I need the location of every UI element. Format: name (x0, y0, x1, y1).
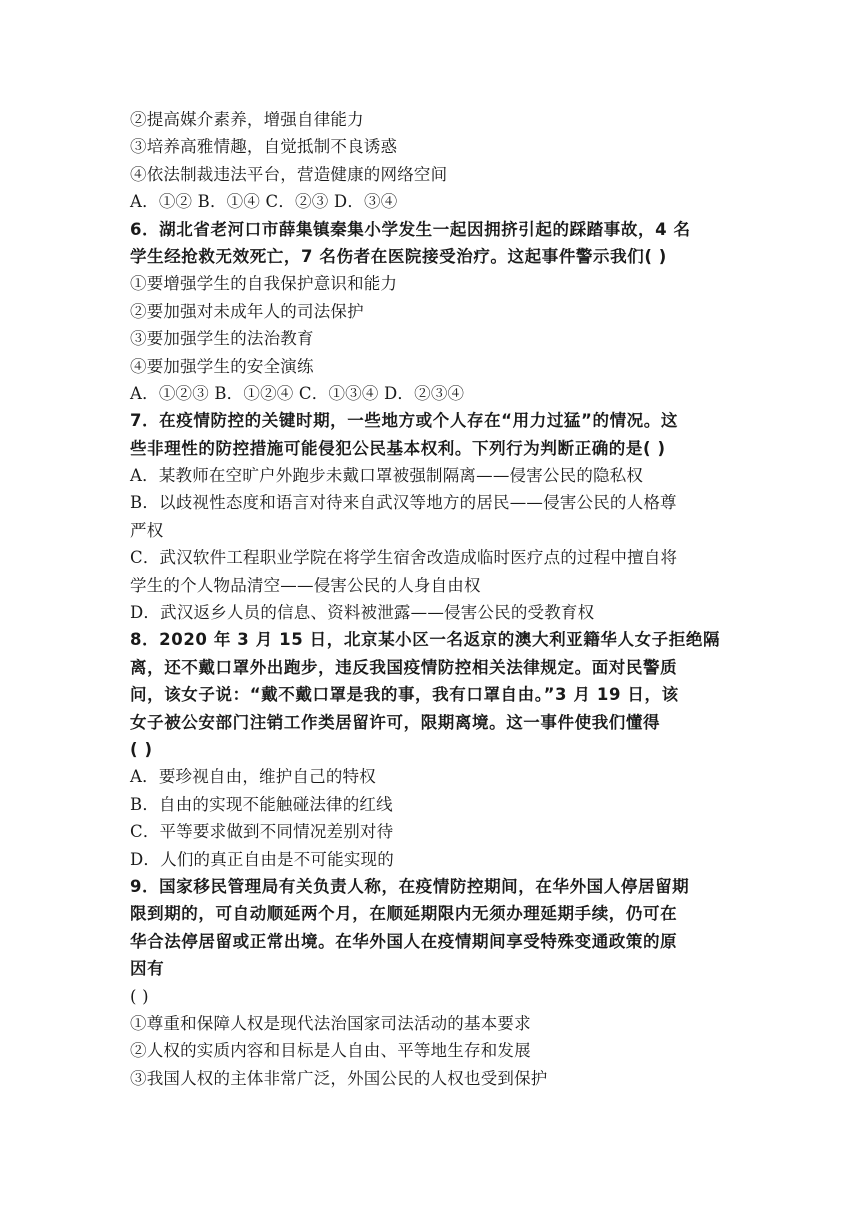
question-line: 离，还不戴口罩外出跑步，违反我国疫情防控相关法律规定。面对民警质 (130, 657, 678, 677)
text-line: ②人权的实质内容和目标是人自由、平等地生存和发展 (130, 1041, 531, 1061)
text-line: ①尊重和保障人权是现代法治国家司法活动的基本要求 (130, 1013, 531, 1033)
question-line: ( ) (130, 739, 153, 759)
question-line: 9．国家移民管理局有关负责人称，在疫情防控期间，在华外国人停居留期 (130, 876, 690, 896)
text-line: ④依法制裁违法平台，营造健康的网络空间 (130, 164, 448, 184)
question-line: 女子被公安部门注销工作类居留许可，限期离境。这一事件使我们懂得 (130, 712, 661, 732)
question-line: 限到期的，可自动顺延两个月，在顺延期限内无须办理延期手续，仍可在 (130, 904, 678, 924)
text-line: ③要加强学生的法治教育 (130, 329, 314, 349)
text-line: D．人们的真正自由是不可能实现的 (130, 849, 394, 869)
text-line: ④要加强学生的安全演练 (130, 356, 314, 376)
text-line: ②要加强对未成年人的司法保护 (130, 301, 364, 321)
text-line: ③培养高雅情趣，自觉抵制不良诱惑 (130, 137, 398, 157)
text-line: 严权 (130, 520, 164, 540)
question-line: 7．在疫情防控的关键时期，一些地方或个人存在“用力过猛”的情况。这 (130, 411, 678, 431)
question-line: 问，该女子说：“戴不戴口罩是我的事，我有口罩自由。”3 月 19 日，该 (130, 685, 679, 705)
text-line: A．要珍视自由，维护自己的特权 (130, 767, 376, 787)
text-line: D．武汉返乡人员的信息、资料被泄露——侵害公民的受教育权 (130, 603, 595, 623)
text-line: ③我国人权的主体非常广泛，外国公民的人权也受到保护 (130, 1068, 548, 1088)
document-body (130, 106, 730, 1092)
question-line: 6．湖北省老河口市薛集镇秦集小学发生一起因拥挤引起的踩踏事故，4 名 (130, 219, 691, 239)
text-line: C．武汉软件工程职业学院在将学生宿舍改造成临时医疗点的过程中擅自将 (130, 548, 678, 568)
text-line: C．平等要求做到不同情况差别对待 (130, 822, 394, 842)
text-line: 学生的个人物品清空——侵害公民的人身自由权 (130, 575, 481, 595)
question-line: 8．2020 年 3 月 15 日，北京某小区一名返京的澳大利亚籍华人女子拒绝隔 (130, 630, 721, 650)
text-line: B．自由的实现不能触碰法律的红线 (130, 794, 393, 814)
text-line: ②提高媒介素养，增强自律能力 (130, 110, 364, 129)
question-line: 华合法停居留或正常出境。在华外国人在疫情期间享受特殊变通政策的原 (130, 931, 678, 951)
text-line: ①要增强学生的自我保护意识和能力 (130, 274, 398, 294)
text-line: A．①②③ B．①②④ C．①③④ D．②③④ (130, 383, 465, 403)
question-line: 些非理性的防控措施可能侵犯公民基本权利。下列行为判断正确的是( ) (130, 438, 666, 458)
text-line: ( ) (130, 986, 149, 1006)
text-line: A．某教师在空旷户外跑步未戴口罩被强制隔离——侵害公民的隐私权 (130, 466, 644, 486)
text-line: B．以歧视性态度和语言对待来自武汉等地方的居民——侵害公民的人格尊 (130, 493, 677, 513)
text-line: A．①② B．①④ C．②③ D．③④ (130, 192, 398, 212)
question-line: 因有 (130, 959, 165, 979)
question-line: 学生经抢救无效死亡，7 名伤者在医院接受治疗。这起事件警示我们( ) (130, 246, 667, 266)
